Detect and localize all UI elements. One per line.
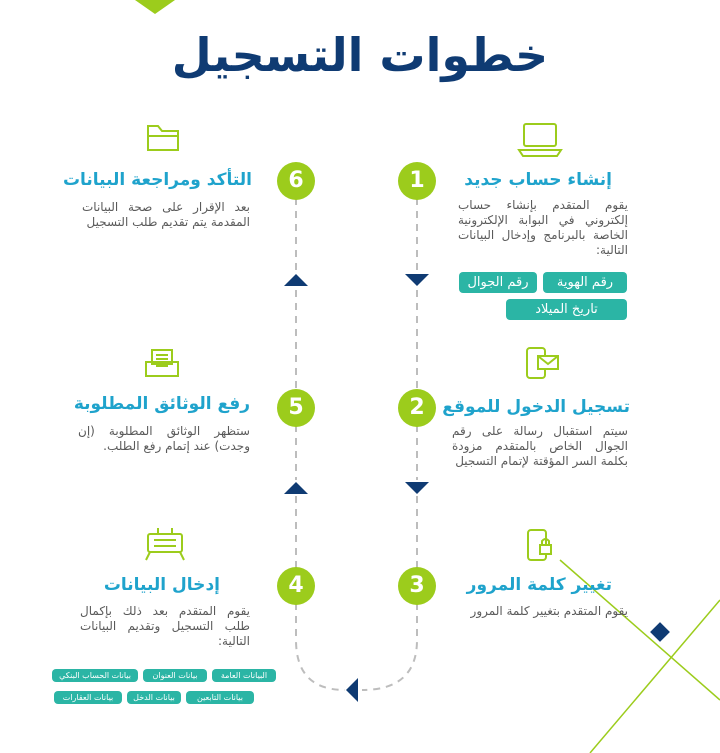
step-number-5: 5 xyxy=(277,389,315,427)
step-number-3: 3 xyxy=(398,567,436,605)
diamond-decoration xyxy=(650,622,670,642)
field-birth-date: تاريخ الميلاد xyxy=(506,299,627,320)
folder-icon xyxy=(148,126,178,150)
step-desc-2: سيتم استقبال رسالة على رقم الجوال الخاص بالمتقدم مزودة بكلمة السر المؤقتة لإتمام التسجيل xyxy=(452,424,628,468)
step-desc-4: يقوم المتقدم بعد ذلك بإكمال طلب التسجيل وتقديم البيانات التالية: xyxy=(80,604,250,648)
mobile-message-icon xyxy=(527,348,558,378)
step-desc-1: يقوم المتقدم بإنشاء حساب إلكتروني في البوابة الإلكترونية الخاصة بالبرنامج وإدخال البيانات التالية: xyxy=(458,198,628,257)
field-income-data: بيانات الدخل xyxy=(127,691,181,704)
step-title-5: رفع الوثائق المطلوبة xyxy=(73,394,250,414)
arrow-left-bottom xyxy=(346,678,358,702)
laptop-icon xyxy=(519,124,561,156)
step-number-4: 4 xyxy=(277,567,315,605)
field-address-data: بيانات العنوان xyxy=(143,669,207,682)
document-tray-icon xyxy=(146,350,178,376)
step-title-6: التأكد ومراجعة البيانات xyxy=(62,170,252,190)
step-title-3: تغيير كلمة المرور xyxy=(466,575,612,595)
step-number-6: 6 xyxy=(277,162,315,200)
field-general-data: البيانات العامة xyxy=(212,669,276,682)
step-number-2: 2 xyxy=(398,389,436,427)
arrow-up-2 xyxy=(284,482,308,494)
keyboard-icon xyxy=(146,528,184,560)
step-title-2: تسجيل الدخول للموقع xyxy=(442,397,630,417)
step-title-1: إنشاء حساب جديد xyxy=(464,170,612,190)
corner-triangle-decoration xyxy=(135,0,175,14)
field-dependents-data: بيانات التابعين xyxy=(186,691,254,704)
field-bank-account-data: بيانات الحساب البنكي xyxy=(52,669,138,682)
arrow-up-1 xyxy=(284,274,308,286)
arrow-down-1 xyxy=(405,274,429,286)
page-title: خطوات التسجيل xyxy=(171,28,549,82)
arrow-down-2 xyxy=(405,482,429,494)
field-national-id: رقم الهوية xyxy=(543,272,627,293)
step-title-4: إدخال البيانات xyxy=(103,575,220,595)
step-number-1: 1 xyxy=(398,162,436,200)
step-desc-5: ستظهر الوثائق المطلوبة (إن وجدت) عند إتمام رفع الطلب. xyxy=(78,424,250,453)
field-mobile-number: رقم الجوال xyxy=(459,272,537,293)
field-property-data: بيانات العقارات xyxy=(54,691,122,704)
step-desc-3: يقوم المتقدم بتغيير كلمة المرور xyxy=(470,604,628,618)
mobile-lock-icon xyxy=(528,530,551,560)
step-desc-6: بعد الإقرار على صحة البيانات المقدمة يتم تقديم طلب التسجيل xyxy=(82,200,250,229)
